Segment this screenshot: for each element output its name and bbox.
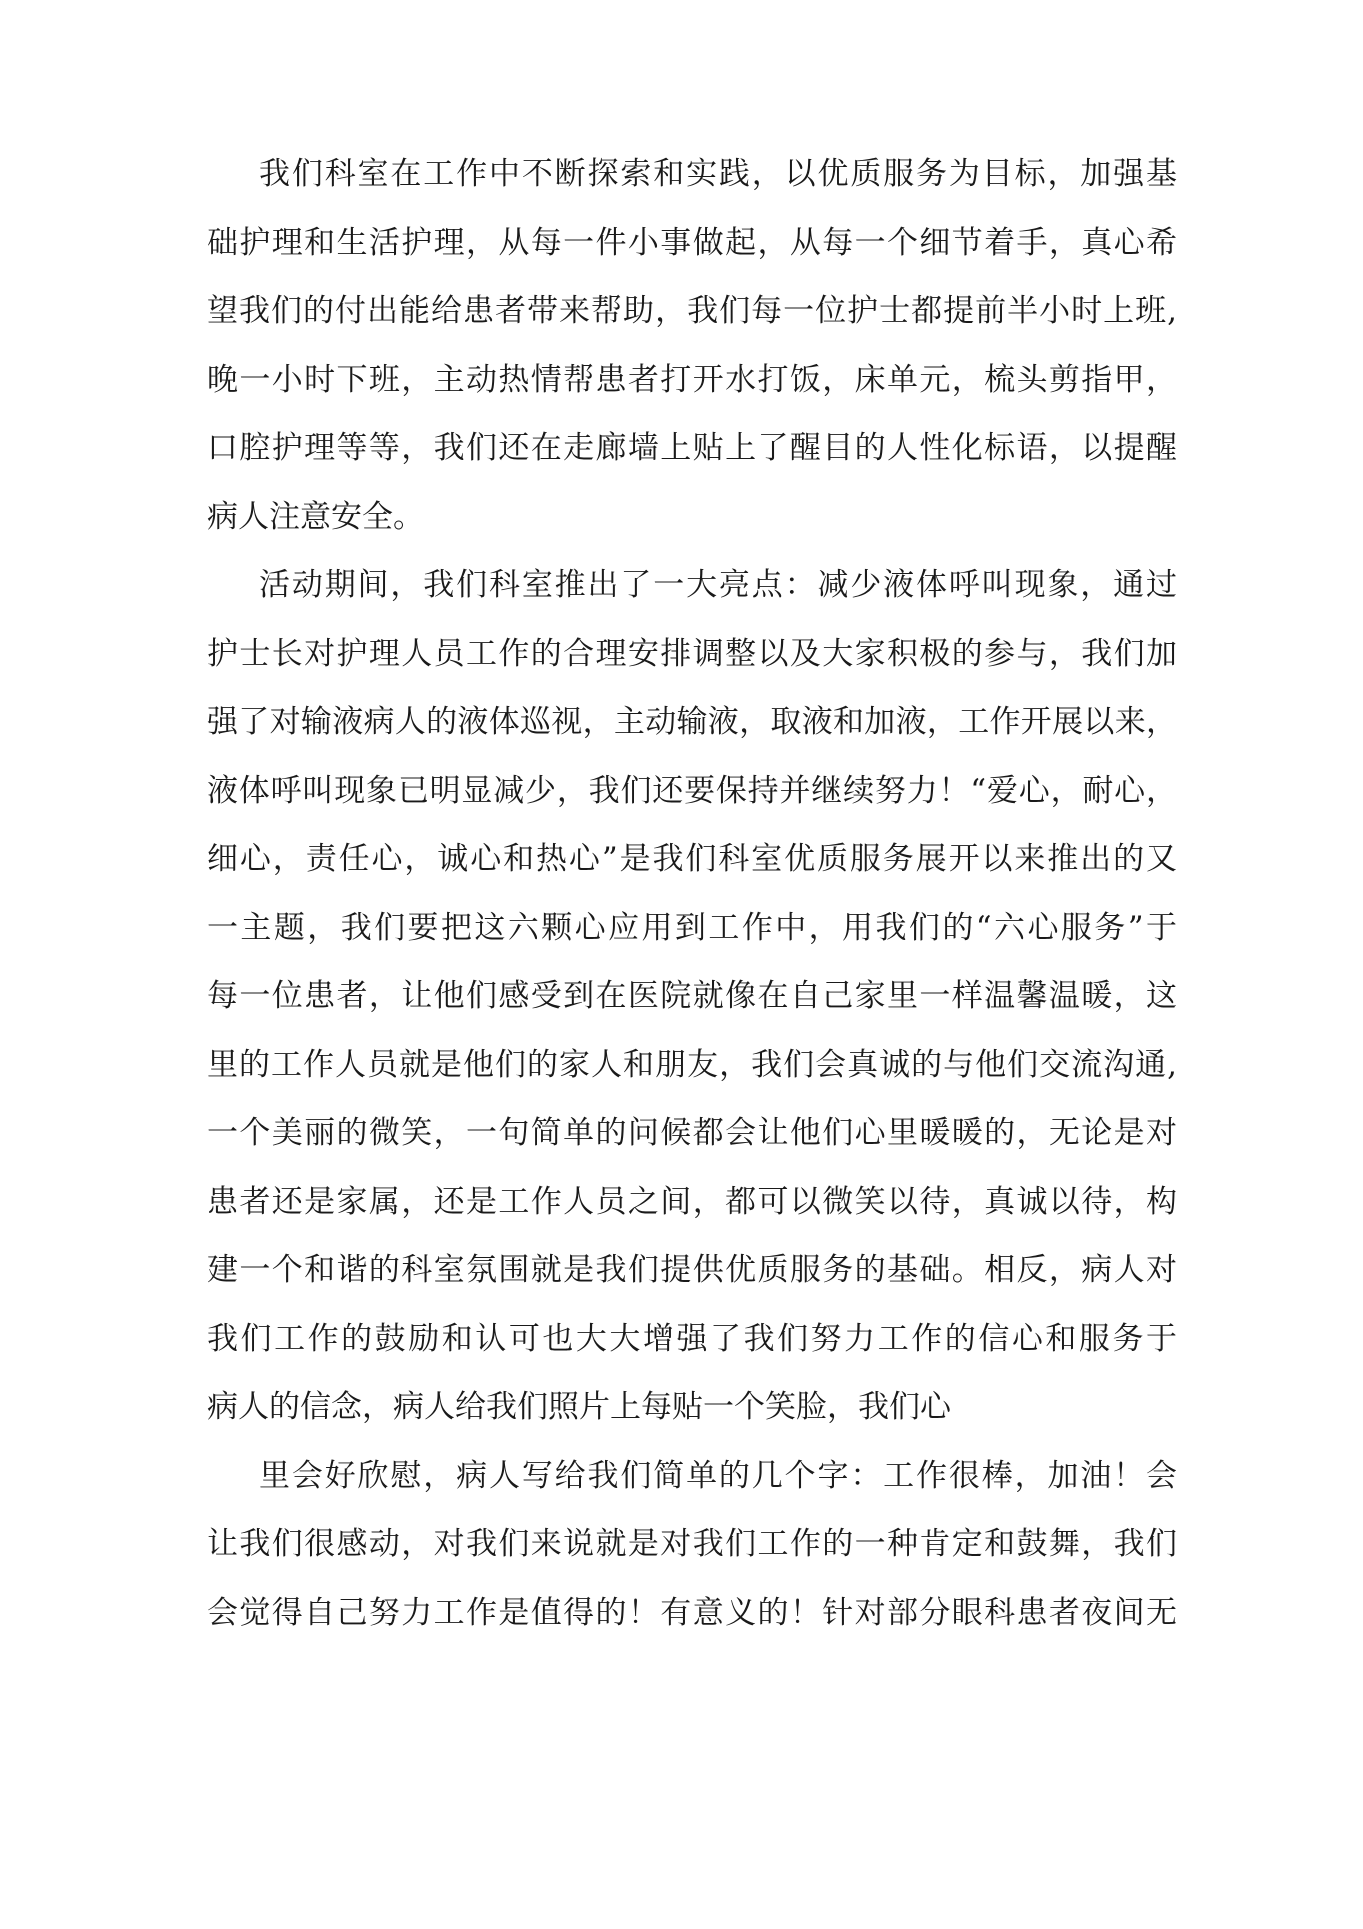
text-line: 里会好欣慰，病人写给我们简单的几个字：工作很棒，加油！会 xyxy=(259,1457,1177,1494)
text-line: 液体呼叫现象已明显减少，我们还要保持并继续努力！“爱心，耐心， xyxy=(207,772,1177,809)
text-line: 础护理和生活护理，从每一件小事做起，从每一个细节着手，真心希 xyxy=(207,224,1177,261)
text-line: 晚一小时下班，主动热情帮患者打开水打饭，床单元，梳头剪指甲， xyxy=(207,361,1177,398)
text-line: 一主题，我们要把这六颗心应用到工作中，用我们的“六心服务”于 xyxy=(207,909,1177,946)
text-line: 活动期间，我们科室推出了一大亮点：减少液体呼叫现象，通过 xyxy=(259,567,1177,603)
text-line: 病人的信念，病人给我们照片上每贴一个笑脸，我们心 xyxy=(207,1389,951,1425)
text-line: 细心，责任心，诚心和热心”是我们科室优质服务展开以来推出的又 xyxy=(207,841,1177,877)
text-line: 我们科室在工作中不断探索和实践，以优质服务为目标，加强基 xyxy=(259,156,1177,192)
text-line: 每一位患者，让他们感受到在医院就像在自己家里一样温馨温暖，这 xyxy=(207,978,1177,1014)
paragraph-2 xyxy=(207,551,1177,1442)
text-line: 里的工作人员就是他们的家人和朋友，我们会真诚的与他们交流沟通, xyxy=(207,1046,1177,1083)
text-line: 让我们很感动，对我们来说就是对我们工作的一种肯定和鼓舞，我们 xyxy=(207,1526,1177,1562)
text-line: 病人注意安全。 xyxy=(207,498,424,535)
text-line: 望我们的付出能给患者带来帮助，我们每一位护士都提前半小时上班, xyxy=(207,293,1177,329)
paragraph-3 xyxy=(207,1442,1177,1648)
text-line: 会觉得自己努力工作是值得的！有意义的！针对部分眼科患者夜间无 xyxy=(207,1594,1177,1631)
body-text xyxy=(207,140,1177,1647)
text-line: 口腔护理等等，我们还在走廊墙上贴上了醒目的人性化标语，以提醒 xyxy=(207,430,1177,466)
text-line: 患者还是家属，还是工作人员之间，都可以微笑以待，真诚以待，构 xyxy=(207,1183,1177,1220)
text-line: 强了对输液病人的液体巡视，主动输液，取液和加液，工作开展以来， xyxy=(207,704,1177,740)
text-line: 建一个和谐的科室氛围就是我们提供优质服务的基础。相反，病人对 xyxy=(207,1252,1177,1288)
paragraph-1 xyxy=(207,140,1177,551)
text-line: 一个美丽的微笑，一句简单的问候都会让他们心里暖暖的，无论是对 xyxy=(207,1115,1177,1151)
text-line: 我们工作的鼓励和认可也大大增强了我们努力工作的信心和服务于 xyxy=(207,1320,1177,1357)
text-line: 护士长对护理人员工作的合理安排调整以及大家积极的参与，我们加 xyxy=(207,635,1177,672)
